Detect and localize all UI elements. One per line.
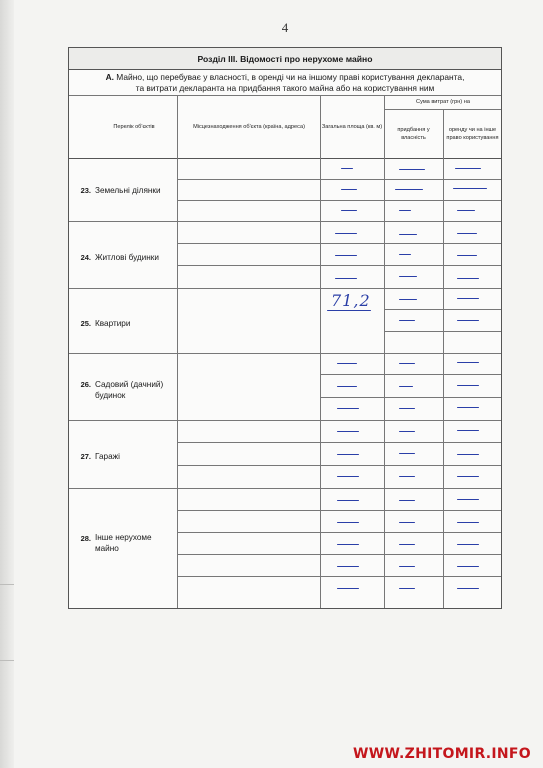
blank-mark <box>399 476 415 477</box>
blank-mark <box>457 499 479 500</box>
site-watermark: WWW.ZHITOMIR.INFO <box>352 746 531 762</box>
row-label-apartments: Квартири <box>95 319 131 328</box>
blank-mark <box>457 476 479 477</box>
header-bottom-rule <box>69 158 501 159</box>
blank-mark <box>457 454 479 455</box>
blank-mark <box>399 234 417 235</box>
body-divider <box>443 158 444 608</box>
blank-mark <box>399 544 415 545</box>
sub-row-rule <box>178 510 501 511</box>
page-left-edge <box>0 0 14 768</box>
sub-row-rule <box>178 179 501 180</box>
blank-mark <box>337 500 359 501</box>
subheading-line-1: Майно, що перебуває у власності, в оренді чи на іншому праві користування декларанта, <box>116 72 465 82</box>
header-divider <box>443 109 444 158</box>
row-number-25: 25. <box>80 319 91 328</box>
row-label-land: Земельні ділянки <box>95 186 161 195</box>
row-label-other-property: Інше нерухоме майно <box>95 533 152 553</box>
column-header-expenses: Сума витрат (грн) на <box>416 99 470 105</box>
page-edge-line <box>0 584 14 585</box>
sub-row-rule <box>178 243 501 244</box>
property-declaration-form <box>68 47 502 609</box>
row-number-27: 27. <box>80 452 91 461</box>
blank-mark <box>337 544 359 545</box>
group-separator <box>69 288 501 289</box>
blank-mark <box>399 169 425 170</box>
blank-mark <box>399 566 415 567</box>
blank-mark <box>455 168 481 169</box>
blank-mark <box>337 363 357 364</box>
blank-mark <box>457 544 479 545</box>
header-divider <box>320 95 321 158</box>
blank-mark <box>341 189 357 190</box>
blank-mark <box>457 566 479 567</box>
blank-mark <box>399 500 415 501</box>
group-separator <box>69 420 501 421</box>
blank-mark <box>453 188 487 189</box>
blank-mark <box>399 453 415 454</box>
sub-row-rule <box>178 576 501 577</box>
blank-mark <box>341 210 357 211</box>
sub-row-rule <box>385 331 501 332</box>
page-edge-line <box>0 660 14 661</box>
section-title: Розділ ІІІ. Відомості про нерухоме майно <box>69 48 501 70</box>
header-divider <box>177 95 178 158</box>
blank-mark <box>457 407 479 408</box>
blank-mark <box>399 386 413 387</box>
blank-mark <box>457 588 479 589</box>
sub-row-rule <box>321 397 501 398</box>
sub-row-rule <box>178 442 501 443</box>
column-header-objects: Перелік об'єктів <box>113 124 155 130</box>
blank-mark <box>337 566 359 567</box>
blank-mark <box>457 210 475 211</box>
column-header-area: Загальна площа (кв. м) <box>321 124 383 130</box>
blank-mark <box>399 254 411 255</box>
blank-mark <box>399 431 415 432</box>
row-label-houses: Житлові будинки <box>95 253 159 262</box>
blank-mark <box>399 210 411 211</box>
section-subheading <box>73 72 497 94</box>
blank-mark <box>457 278 479 279</box>
group-separator <box>69 488 501 489</box>
sub-row-rule <box>321 374 501 375</box>
blank-mark <box>399 588 415 589</box>
row-number-23: 23. <box>80 186 91 195</box>
blank-mark <box>341 168 353 169</box>
blank-mark <box>337 408 359 409</box>
subheading-line-2: та витрати декларанта на придбання такого майна або на користування ним <box>135 83 435 93</box>
blank-mark <box>337 454 359 455</box>
blank-mark <box>337 588 359 589</box>
row-label-garages: Гаражі <box>95 452 120 461</box>
handwritten-underline <box>327 310 371 311</box>
blank-mark <box>335 233 357 234</box>
column-header-location: Місцезнаходження об'єкта (країна, адреса) <box>193 124 305 130</box>
body-divider <box>320 158 321 608</box>
blank-mark <box>337 522 359 523</box>
sub-row-rule <box>178 554 501 555</box>
page-number: 4 <box>281 20 289 35</box>
row-number-26: 26. <box>80 380 91 389</box>
subheading-letter: А. <box>105 72 114 82</box>
blank-mark <box>457 430 479 431</box>
blank-mark <box>335 255 357 256</box>
row-number-28: 28. <box>80 534 91 543</box>
row-number-24: 24. <box>80 253 91 262</box>
sub-row-rule <box>178 265 501 266</box>
sub-row-rule <box>178 532 501 533</box>
blank-mark <box>457 255 477 256</box>
blank-mark <box>457 522 479 523</box>
blank-mark <box>457 233 477 234</box>
group-separator <box>69 221 501 222</box>
row-label-garden-house: Садовий (дачний) будинок <box>95 380 164 400</box>
body-divider <box>384 158 385 608</box>
column-header-purchase: придбання у власність <box>397 127 430 141</box>
sub-row-rule <box>178 200 501 201</box>
sub-row-rule <box>385 309 501 310</box>
blank-mark <box>399 408 415 409</box>
header-divider <box>384 95 385 158</box>
apartment-area-value: 71,2 <box>331 291 371 310</box>
blank-mark <box>457 362 479 363</box>
column-header-rent: оренду чи на інше право користування <box>446 127 499 141</box>
blank-mark <box>457 298 479 299</box>
blank-mark <box>399 522 415 523</box>
blank-mark <box>337 431 359 432</box>
sub-row-rule <box>178 465 501 466</box>
blank-mark <box>395 189 423 190</box>
blank-mark <box>457 385 479 386</box>
blank-mark <box>335 278 357 279</box>
blank-mark <box>399 363 415 364</box>
body-divider <box>177 158 178 608</box>
blank-mark <box>337 476 359 477</box>
blank-mark <box>399 299 417 300</box>
group-separator <box>69 353 501 354</box>
blank-mark <box>337 386 357 387</box>
blank-mark <box>457 320 479 321</box>
blank-mark <box>399 276 417 277</box>
blank-mark <box>399 320 415 321</box>
